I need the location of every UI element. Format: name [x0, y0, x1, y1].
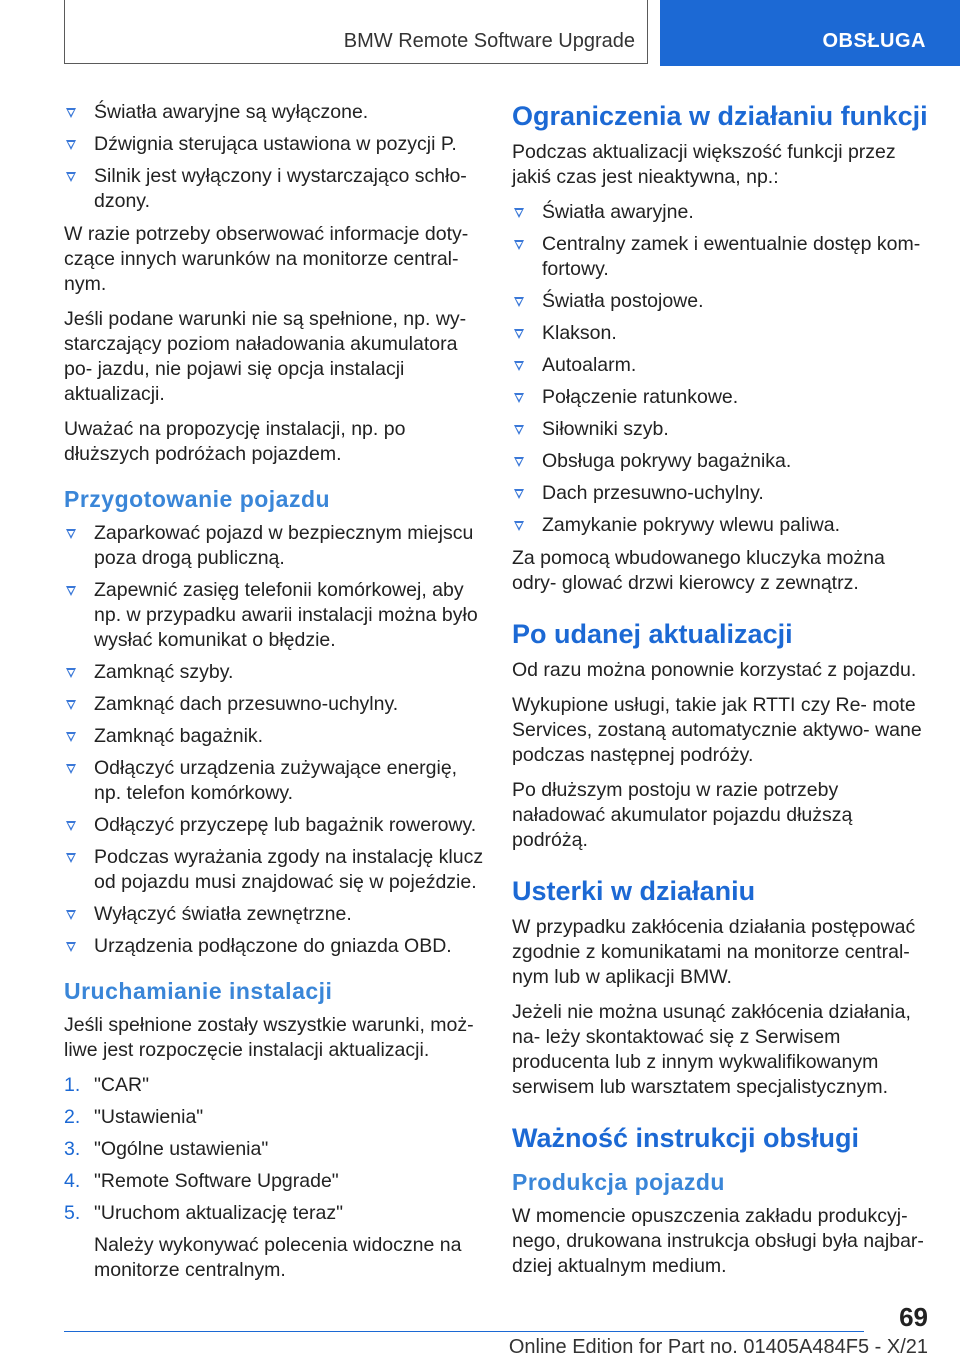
list-item: Odłączyć urządzenia zużywające energię, np. telefon komórkowy. — [64, 756, 484, 806]
step-item: 3. "Ogólne ustawienia" — [64, 1138, 269, 1160]
bullet-triangle-icon — [514, 240, 524, 250]
right-column — [512, 100, 932, 1289]
section-heading-launch: Uruchamianie instalacji — [64, 978, 333, 1004]
list-item: Odłączyć przyczepę lub bagażnik rowerowy. — [64, 813, 484, 838]
bullet-triangle-icon — [66, 668, 76, 678]
list-item: Klakson. — [512, 321, 932, 346]
paragraph: W przypadku zakłócenia działania postępować zgodnie z komunikatami na monitorze central- nym lub w aplikacji BMW. — [512, 916, 916, 988]
list-item: Obsługa pokrywy bagażnika. — [512, 449, 932, 474]
bullet-triangle-icon — [66, 108, 76, 118]
list-item: Światła postojowe. — [512, 289, 932, 314]
limitations-list — [512, 200, 932, 538]
list-item: Światła awaryjne. — [512, 200, 932, 225]
paragraph: W razie potrzeby obserwować informacje doty- czące innych warunków na monitorze central- nym. — [64, 223, 469, 295]
footer-edition: Online Edition for Part no. 01405A484F5 - X/21 — [508, 1336, 928, 1358]
bullet-triangle-icon — [66, 821, 76, 831]
list-item: Światła awaryjne są wyłączone. — [64, 100, 484, 125]
list-item: Zamykanie pokrywy wlewu paliwa. — [512, 513, 932, 538]
paragraph: Jeśli spełnione zostały wszystkie warunki, moż- liwe jest rozpoczęcie instalacji aktualizacji. — [64, 1014, 474, 1061]
list-item: Połączenie ratunkowe. — [512, 385, 932, 410]
step-number: 1. — [64, 1074, 81, 1096]
list-item: Urządzenia podłączone do gniazda OBD. — [64, 934, 484, 959]
left-column — [64, 100, 484, 1283]
list-item: Autoalarm. — [512, 353, 932, 378]
list-item: Zamknąć bagażnik. — [64, 724, 484, 749]
page-header — [0, 0, 960, 66]
bullet-triangle-icon — [66, 172, 76, 182]
step-item: 2. "Ustawienia" — [64, 1106, 204, 1128]
bullet-triangle-icon — [66, 732, 76, 742]
section-heading-faults: Usterki w działaniu — [512, 876, 756, 906]
step-number: 5. — [64, 1202, 81, 1224]
bullet-triangle-icon — [514, 521, 524, 531]
paragraph: Podczas aktualizacji większość funkcji przez jakiś czas jest nieaktywna, np.: — [512, 141, 896, 188]
header-title: BMW Remote Software Upgrade — [343, 30, 635, 52]
list-item: Silnik jest wyłączony i wystarczająco schło- dzony. — [64, 164, 484, 214]
bullet-triangle-icon — [66, 942, 76, 952]
step-item: 5. "Uruchom aktualizację teraz" — [64, 1202, 344, 1224]
bullet-triangle-icon — [66, 529, 76, 539]
paragraph: Za pomocą wbudowanego kluczyka można odry- glować drzwi kierowcy z zewnątrz. — [512, 547, 885, 594]
bullet-triangle-icon — [514, 329, 524, 339]
header-section-label: OBSŁUGA — [822, 30, 926, 52]
conditions-list — [64, 100, 484, 214]
bullet-triangle-icon — [66, 140, 76, 150]
section-heading-production: Produkcja pojazdu — [512, 1169, 725, 1195]
list-item: Dach przesuwno-uchylny. — [512, 481, 932, 506]
header-title-box — [64, 0, 648, 64]
header-section-tab — [660, 0, 960, 66]
list-item: Dźwignia sterująca ustawiona w pozycji P. — [64, 132, 484, 157]
section-heading-success: Po udanej aktualizacji — [512, 619, 793, 649]
paragraph: Uważać na propozycję instalacji, np. po dłuższych podróżach pojazdem. — [64, 418, 406, 465]
bullet-triangle-icon — [514, 489, 524, 499]
section-heading-validity: Ważność instrukcji obsługi — [512, 1123, 860, 1153]
page-number: 69 — [899, 1302, 928, 1332]
paragraph: Od razu można ponownie korzystać z pojazdu. — [512, 659, 917, 681]
step-number: 3. — [64, 1138, 81, 1160]
step-number: 4. — [64, 1170, 81, 1192]
paragraph: Po dłuższym postoju w razie potrzeby naładować akumulator pojazdu dłuższą podróżą. — [512, 779, 853, 851]
paragraph: Jeśli podane warunki nie są spełnione, np. wy- starczający poziom naładowania akumulatora po- jazdu, nie pojawi się opcja instalacji aktualizacji. — [64, 308, 467, 405]
list-item: Wyłączyć światła zewnętrzne. — [64, 902, 484, 927]
bullet-triangle-icon — [66, 586, 76, 596]
steps-note: Należy wykonywać polecenia widoczne na monitorze centralnym. — [94, 1234, 462, 1281]
list-item: Zapewnić zasięg telefonii komórkowej, aby np. w przypadku awarii instalacji można było wysłać komunikat o błędzie. — [64, 578, 484, 653]
bullet-triangle-icon — [66, 853, 76, 863]
bullet-triangle-icon — [66, 700, 76, 710]
bullet-triangle-icon — [66, 764, 76, 774]
paragraph: Wykupione usługi, takie jak RTTI czy Re- mote Services, zostaną automatycznie aktywo- wane podczas następnej podróży. — [512, 694, 922, 766]
bullet-triangle-icon — [514, 425, 524, 435]
bullet-triangle-icon — [514, 208, 524, 218]
list-item: Podczas wyrażania zgody na instalację klucz od pojazdu musi znajdować się w pojeździe. — [64, 845, 484, 895]
bullet-triangle-icon — [514, 361, 524, 371]
bullet-triangle-icon — [66, 910, 76, 920]
list-item: Zamknąć dach przesuwno-uchylny. — [64, 692, 484, 717]
step-number: 2. — [64, 1106, 81, 1128]
paragraph: Jeżeli nie można usunąć zakłócenia działania, na- leży skontaktować się z Serwisem producenta lub z innym wykwalifikowanym serwisem lub warsztatem specjalistycznym. — [512, 1001, 911, 1098]
paragraph: W momencie opuszczenia zakładu produkcyj- nego, drukowana instrukcja obsługi była najbar- dziej aktualnym medium. — [512, 1205, 924, 1277]
step-item: 1. "CAR" — [64, 1074, 150, 1096]
steps-list — [64, 1073, 484, 1226]
list-item: Zaparkować pojazd w bezpiecznym miejscu poza drogą publiczną. — [64, 521, 484, 571]
list-item: Siłowniki szyb. — [512, 417, 932, 442]
list-item: Zamknąć szyby. — [64, 660, 484, 685]
preparation-list — [64, 521, 484, 959]
section-heading-preparation: Przygotowanie pojazdu — [64, 486, 331, 512]
bullet-triangle-icon — [514, 297, 524, 307]
bullet-triangle-icon — [514, 393, 524, 403]
bullet-triangle-icon — [514, 457, 524, 467]
list-item: Centralny zamek i ewentualnie dostęp kom- fortowy. — [512, 232, 932, 282]
section-heading-limitations: Ograniczenia w działaniu funkcji — [512, 101, 928, 131]
footer-divider — [64, 1331, 864, 1332]
step-item: 4. "Remote Software Upgrade" — [64, 1170, 339, 1192]
